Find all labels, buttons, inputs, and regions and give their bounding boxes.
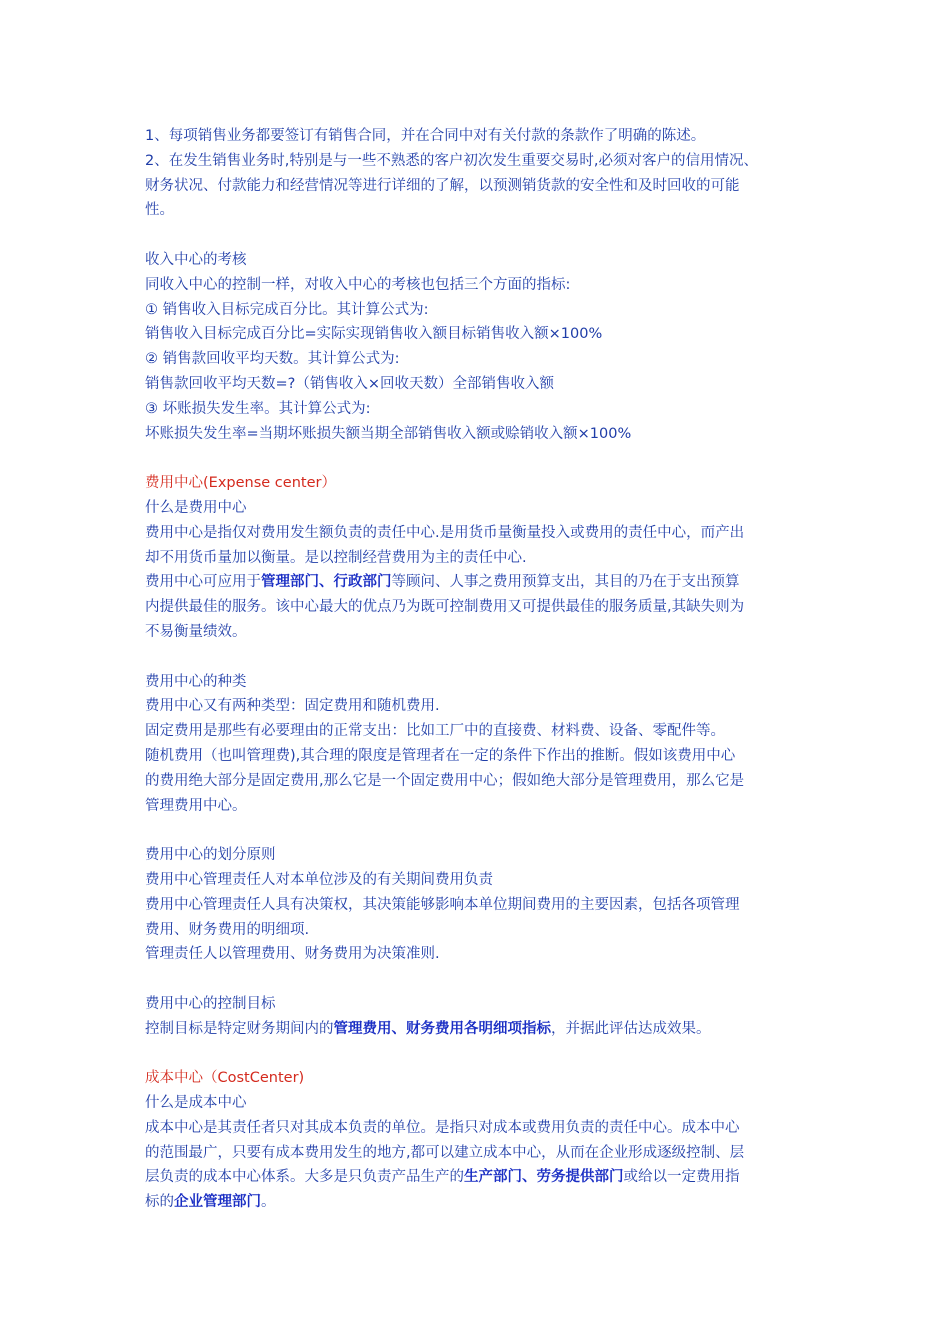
expense-app-line-1: [145, 570, 825, 595]
expense-types-line-4: 的费用绝大部分是固定费用,那么它是一个固定费用中心；假如绝大部分是管理费用，那么它是: [145, 772, 745, 789]
spacer: [145, 818, 825, 843]
cost-line-1: 成本中心是其责任者只对其成本负责的单位。是指只对成本或费用负责的责任中心。成本中心: [145, 1119, 740, 1136]
expense-types-line-1: 费用中心又有两种类型：固定费用和随机费用.: [145, 698, 440, 715]
formula-2: 销售款回收平均天数=?（销售收入×回收天数）全部销售收入额: [145, 375, 554, 392]
spacer: [145, 223, 825, 248]
spacer: [145, 1041, 825, 1066]
cost-line-3-bold: 生产部门、劳务提供部门: [464, 1169, 624, 1186]
expense-principle-line-3: 费用、财务费用的明细项.: [145, 921, 310, 938]
expense-app-bold: 管理部门、行政部门: [261, 574, 392, 591]
cost-line-3-post: 或给以一定费用指: [623, 1169, 740, 1186]
expense-app-line-2: 内提供最佳的服务。该中心最大的优点乃为既可控制费用又可提供最佳的服务质量,其缺失则为: [145, 599, 745, 616]
expense-types-line-5: 管理费用中心。: [145, 797, 247, 814]
expense-types-line-2: 固定费用是那些有必要理由的正常支出：比如工厂中的直接费、材料费、设备、零配件等。: [145, 723, 725, 740]
expense-principle-line-4: 管理责任人以管理费用、财务费用为决策准则.: [145, 946, 440, 963]
formula-1: 销售收入目标完成百分比=实际实现销售收入额目标销售收入额×100%: [145, 326, 603, 343]
expense-principle-line-1: 费用中心管理责任人对本单位涉及的有关期间费用负责: [145, 871, 493, 888]
revenue-eval-intro: 同收入中心的控制一样，对收入中心的考核也包括三个方面的指标:: [145, 276, 571, 293]
expense-app-pre: 费用中心可应用于: [145, 574, 261, 591]
expense-center-heading: 费用中心(Expense center）: [145, 475, 336, 492]
metric-3: ③ 坏账损失发生率。其计算公式为:: [145, 400, 371, 417]
expense-principle-heading: 费用中心的划分原则: [145, 847, 276, 864]
document-body: [145, 124, 825, 1215]
sales-item-2-line-1: 2、在发生销售业务时,特别是与一些不熟悉的客户初次发生重要交易时,必须对客户的信用情况、: [145, 152, 758, 169]
metric-1: ① 销售收入目标完成百分比。其计算公式为:: [145, 301, 429, 318]
cost-line-2: 的范围最广，只要有成本费用发生的地方,都可以建立成本中心，从而在企业形成逐级控制、层: [145, 1144, 745, 1161]
expense-target-heading: 费用中心的控制目标: [145, 995, 276, 1012]
expense-types-heading: 费用中心的种类: [145, 673, 247, 690]
expense-def-line-1: 费用中心是指仅对费用发生额负责的责任中心.是用货币量衡量投入或费用的责任中心，而产出: [145, 524, 745, 541]
cost-line-3-pre: 层负责的成本中心体系。大多是只负责产品生产的: [145, 1169, 464, 1186]
expense-app-post: 等顾问、人事之费用预算支出，其目的乃在于支出预算: [391, 574, 740, 591]
cost-line-3: [145, 1165, 825, 1190]
cost-line-4: [145, 1190, 825, 1215]
expense-target-pre: 控制目标是特定财务期间内的: [145, 1020, 334, 1037]
metric-2: ② 销售款回收平均天数。其计算公式为:: [145, 351, 400, 368]
expense-target-bold: 管理费用、财务费用各明细项指标: [333, 1020, 551, 1037]
expense-target-line: [145, 1017, 825, 1042]
cost-line-4-post: 。: [261, 1194, 276, 1211]
cost-what: 什么是成本中心: [145, 1095, 247, 1112]
sales-item-2-line-3: 性。: [145, 202, 174, 219]
expense-principle-line-2: 费用中心管理责任人具有决策权，其决策能够影响本单位期间费用的主要因素，包括各项管理: [145, 896, 740, 913]
cost-line-4-pre: 标的: [145, 1194, 174, 1211]
expense-def-line-2: 却不用货币量加以衡量。是以控制经营费用为主的责任中心.: [145, 549, 527, 566]
expense-target-post: ，并据此评估达成效果。: [551, 1020, 711, 1037]
cost-center-heading: 成本中心（CostCenter): [145, 1070, 305, 1087]
sales-item-2-line-2: 财务状况、付款能力和经营情况等进行详细的了解，以预测销货款的安全性和及时回收的可能: [145, 177, 740, 194]
spacer: [145, 446, 825, 471]
sales-item-1: 1、每项销售业务都要签订有销售合同，并在合同中对有关付款的条款作了明确的陈述。: [145, 128, 706, 144]
revenue-eval-heading: 收入中心的考核: [145, 251, 247, 268]
cost-line-4-bold: 企业管理部门: [174, 1194, 261, 1211]
spacer: [145, 645, 825, 670]
expense-app-line-3: 不易衡量绩效。: [145, 623, 247, 640]
expense-what: 什么是费用中心: [145, 499, 247, 516]
spacer: [145, 967, 825, 992]
expense-types-line-3: 随机费用（也叫管理费),其合理的限度是管理者在一定的条件下作出的推断。假如该费用中心: [145, 747, 736, 764]
formula-3: 坏账损失发生率=当期坏账损失额当期全部销售收入额或赊销收入额×100%: [145, 425, 632, 442]
